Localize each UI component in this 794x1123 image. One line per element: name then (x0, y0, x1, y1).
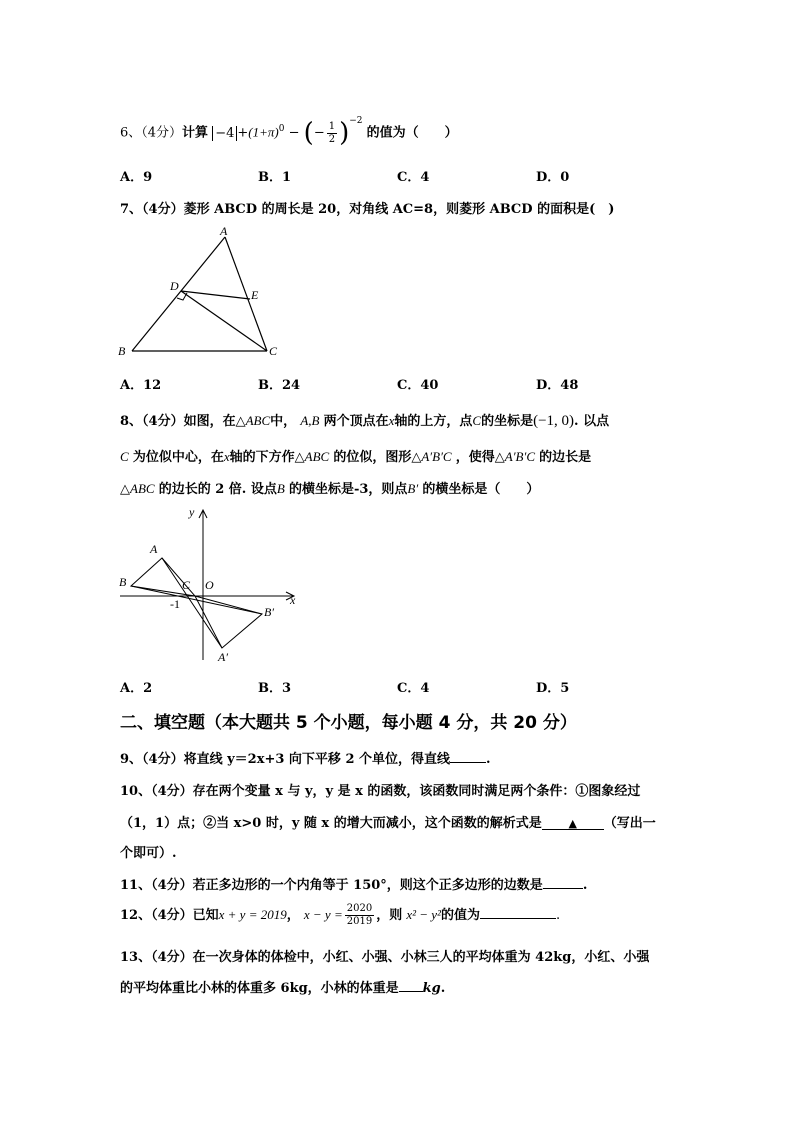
question-7: 7、（4分）菱形 ABCD 的周长是 20，对角线 AC=8，则菱形 ABCD 的面积是( ) (120, 202, 615, 217)
q8-l3-f: 的横坐标是（ ） (422, 482, 540, 497)
q6-option-d: D．0 (536, 170, 570, 185)
q9-end: . (486, 752, 491, 767)
q13-answer-blank[interactable] (399, 979, 423, 992)
q8-l2-e: △ABC (294, 449, 330, 464)
q8-l2-i: △A′B′C (494, 449, 535, 464)
q12-b: x + y = 2019 (218, 907, 287, 922)
q8-l1-k: . 以点 (574, 414, 610, 429)
q8-label-ap: A′ (218, 650, 228, 664)
q6-number: 6、（4分） (120, 125, 183, 141)
q7-option-b: B．24 (258, 378, 301, 393)
section-2-heading: 二、填空题（本大题共 5 个小题，每小题 4 分，共 20 分） (120, 713, 577, 733)
q6-abs-value: −4 (215, 125, 235, 141)
q6-plus: + (237, 125, 249, 141)
question-8-line-2 (120, 446, 591, 465)
q12-d: x − y = (303, 907, 343, 922)
q6-exp-neg2: −2 (349, 116, 363, 127)
q8-l3-d: 的横坐标是-3，则点 (288, 482, 408, 497)
q8-l1-a: 8、（4分）如图，在 (120, 414, 236, 429)
q6-option-b: B．1 (258, 170, 292, 185)
q11-text: 11、（4分）若正多边形的一个内角等于 150°，则这个正多边形的边数是 (120, 878, 543, 893)
q12-frac-den: 2019 (346, 916, 373, 927)
q6-frac-num: 1 (328, 120, 336, 132)
q8-l2-h: ，使得 (455, 450, 495, 465)
q8-label-neg1: -1 (170, 597, 180, 611)
q8-l1-g: 轴的上方，点 (394, 414, 473, 429)
q7-rhombus-figure (115, 225, 290, 365)
q12-frac-num: 2020 (346, 903, 373, 914)
question-9 (120, 748, 491, 767)
q8-l1-b: △ABC (235, 413, 271, 428)
q8-l2-a: C (120, 449, 129, 464)
q13-l2-text: 的平均体重比小林的体重多 6kg，小林的体重是 (120, 981, 399, 996)
q10-answer-blank[interactable] (542, 817, 604, 830)
q6-option-a: A．9 (120, 170, 153, 185)
q8-l3-c: B (276, 481, 285, 496)
q8-label-bp: B′ (264, 605, 274, 619)
q8-label-c: C (182, 578, 191, 592)
q6-exp0: 0 (278, 124, 285, 135)
q13-unit: kg (422, 981, 441, 996)
q7-label-e: E (251, 288, 259, 302)
q6-frac-den: 2 (328, 133, 336, 145)
q10-l2-text: （1，1）点；②当 x>0 时，y 随 x 的增大而减小，这个函数的解析式是 (120, 816, 542, 831)
q6-neg: − (313, 125, 325, 141)
q12-fraction (345, 903, 374, 928)
q6-minus: − (288, 125, 300, 141)
q6-paren: (1+π) (248, 124, 279, 140)
q7-side-ac (225, 237, 267, 351)
q8-label-x: x (290, 593, 296, 607)
q8-option-b: B．3 (258, 681, 292, 696)
q13-end: . (440, 981, 446, 996)
question-10-line-1: 10、（4分）存在两个变量 x 与 y，y 是 x 的函数，该函数同时满足两个条件：①图象经过 (120, 784, 641, 799)
question-8-line-3 (120, 478, 539, 497)
q12-end: . (555, 908, 561, 923)
question-6: 6、（4分）计算 $-4 +(1+\pi)^0$ − (− $\frac{1}{2}$ )$^{-2}$ 的值为（ ） (120, 116, 458, 148)
q8-l1-e: 两个顶点在 (323, 414, 389, 429)
q8-label-y: y (189, 505, 195, 519)
q12-e: ，则 (376, 908, 403, 923)
q7-label-b: B (118, 344, 126, 358)
q8-l1-c: 中， (270, 414, 297, 429)
q9-answer-blank[interactable] (450, 750, 486, 763)
q6-fraction (327, 121, 337, 146)
q12-c: ， (286, 908, 300, 923)
q8-option-a: A．2 (120, 681, 153, 696)
q7-option-a: A．12 (120, 378, 162, 393)
q6-option-c: C．4 (397, 170, 430, 185)
q7-option-c: C．40 (397, 378, 439, 393)
q8-l1-f: x (388, 413, 395, 428)
q8-label-b: B (119, 575, 127, 589)
q7-label-c: C (269, 344, 278, 358)
q8-l2-j: 的边长是 (539, 450, 592, 465)
q7-option-d: D．48 (536, 378, 579, 393)
q8-coordinate-figure (112, 500, 307, 670)
q9-text: 9、（4分）将直线 y＝2x+3 向下平移 2 个单位，得直线 (120, 752, 451, 767)
q8-l2-f: 的位似，图形 (333, 450, 412, 465)
q8-l2-b: 为位似中心，在 (132, 450, 224, 465)
question-10-line-2 (120, 812, 656, 831)
q7-label-a: A (220, 225, 228, 238)
q8-l1-h: C (472, 413, 482, 428)
q8-option-c: C．4 (397, 681, 430, 696)
question-8-line-1 (120, 410, 609, 430)
q11-end: . (582, 878, 588, 893)
q8-l2-d: 轴的下方作 (229, 450, 295, 465)
q8-l2-g: △A′B′C (411, 449, 452, 464)
q8-l3-e: B′ (407, 481, 419, 496)
q6-suffix: 的值为（ ） (366, 125, 458, 141)
q8-label-o: O (205, 578, 214, 592)
q8-l3-b: 的边长的 2 倍. 设点 (158, 482, 277, 497)
q12-answer-blank[interactable] (480, 906, 556, 919)
question-13-line-2 (120, 977, 445, 996)
question-12 (120, 903, 560, 928)
q8-option-d: D．5 (536, 681, 570, 696)
q11-answer-blank[interactable] (543, 876, 583, 889)
q8-l3-a: △ABC (120, 481, 155, 496)
question-10-line-3: 个即可）. (120, 846, 177, 861)
q12-g: 的值为 (440, 908, 480, 923)
q7-label-d: D (170, 279, 179, 293)
q10-l2-end: （写出一 (603, 816, 656, 831)
question-11 (120, 874, 587, 893)
q8-l1-d: A,B (300, 413, 320, 428)
q10-triangle-mark: ▲ (568, 817, 577, 830)
q8-label-a: A (150, 542, 158, 556)
q6-abs (212, 126, 237, 141)
q6-prefix: 计算 (182, 125, 209, 141)
q12-a: 12、（4分）已知 (120, 908, 219, 923)
question-13-line-1: 13、（4分）在一次身体的体检中，小红、小强、小林三人的平均体重为 42kg，小红、小强 (120, 950, 650, 965)
q8-l1-j: (−1, 0) (533, 413, 575, 429)
q12-f: x² − y² (406, 907, 441, 922)
q8-l1-i: 的坐标是 (481, 414, 534, 429)
q8-l2-c: x (223, 449, 230, 464)
